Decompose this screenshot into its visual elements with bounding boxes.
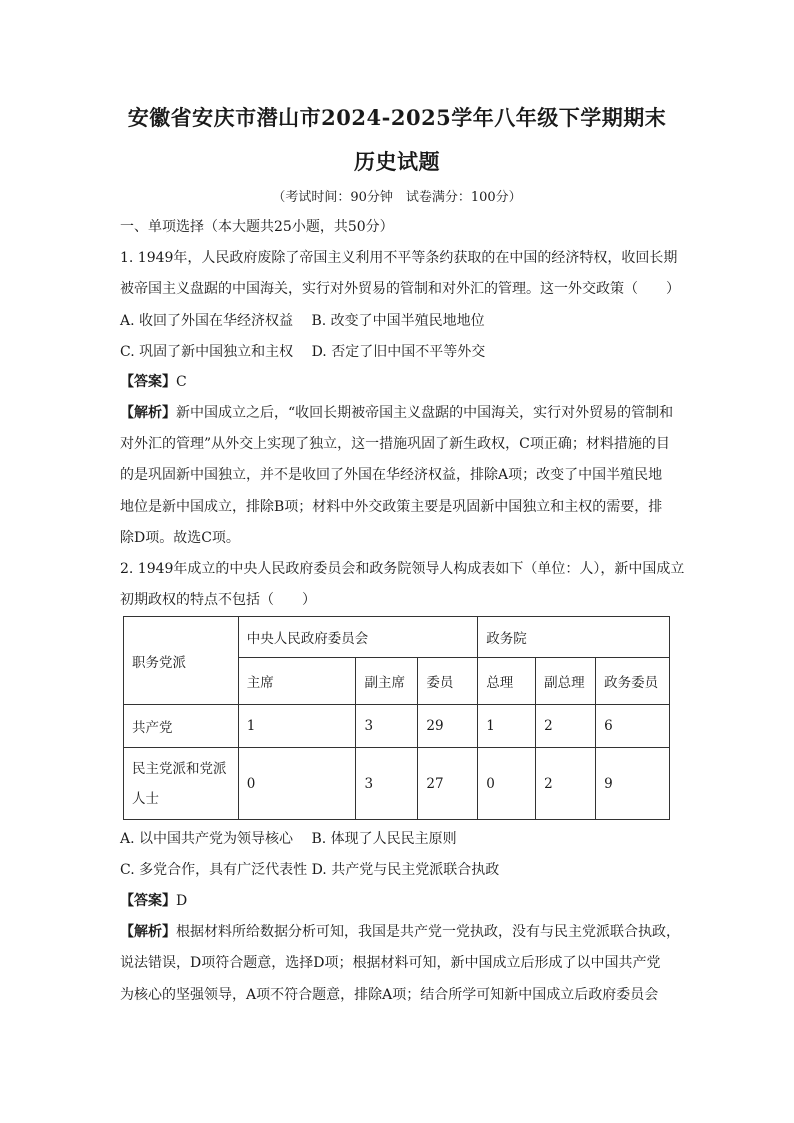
q1-stem-line-2: 被帝国主义盘踞的中国海关，实行对外贸易的管制和对外汇的管理。这一外交政策（ ） <box>120 281 680 297</box>
table-subheader: 政务委员 <box>596 658 670 705</box>
table-subheader: 总理 <box>478 658 536 705</box>
table-cell: 27 <box>418 748 478 820</box>
table-cell: 2 <box>536 748 596 820</box>
table-cell: 1 <box>238 705 356 748</box>
table-cell: 1 <box>478 705 536 748</box>
analysis-label: 【解析】 <box>120 924 176 940</box>
q1-analysis-line-5: 除D项。故选C项。 <box>120 530 240 546</box>
leadership-composition-table <box>123 616 670 820</box>
q2-stem-line-2: 初期政权的特点不包括（ ） <box>120 592 316 608</box>
answer-value: C <box>176 374 187 390</box>
table-row <box>124 748 670 820</box>
row-label-line: 人士 <box>132 790 159 807</box>
analysis-label: 【解析】 <box>120 405 176 421</box>
answer-value: D <box>176 893 188 909</box>
answer-label: 【答案】 <box>120 893 176 909</box>
q2-answer <box>120 891 680 911</box>
row-label-line: 民主党派和党派 <box>132 760 227 777</box>
q1-analysis-line-4: 地位是新中国成立，排除B项；材料中外交政策主要是巩固新中国独立和主权的需要，排 <box>120 499 663 515</box>
exam-info: （考试时间：90分钟 试卷满分：100分） <box>272 190 522 205</box>
q2-stem-line-1: 2. 1949年成立的中央人民政府委员会和政务院领导人构成表如下（单位：人），新中国成立 <box>120 561 685 577</box>
q1-stem-line-1: 1. 1949年，人民政府废除了帝国主义利用不平等条约获取的在中国的经济特权，收回长期 <box>120 250 678 266</box>
q1-answer <box>120 372 680 392</box>
exam-subject-title: 历史试题 <box>354 149 440 174</box>
analysis-text: 新中国成立之后，“收回长期被帝国主义盘踞的中国海关，实行对外贸易的管制和 <box>176 405 674 421</box>
table-group-header: 政务院 <box>478 617 670 658</box>
table-header-row <box>124 617 670 658</box>
table-cell: 3 <box>356 748 418 820</box>
answer-label: 【答案】 <box>120 374 176 390</box>
table-cell: 3 <box>356 705 418 748</box>
q2-analysis-line-1 <box>120 922 680 942</box>
exam-title: 安徽省安庆市潜山市2024-2025学年八年级下学期期末 <box>127 105 667 130</box>
q2-options-ab: A. 以中国共产党为领导核心 B. 体现了人民民主原则 <box>120 831 457 847</box>
table-corner-cell: 职务党派 <box>124 617 239 705</box>
q2-analysis-line-2: 说法错误，D项符合题意，选择D项；根据材料可知，新中国成立后形成了以中国共产党 <box>120 955 661 971</box>
q2-options-cd: C. 多党合作，具有广泛代表性 D. 共产党与民主党派联合执政 <box>120 862 500 878</box>
table-cell: 6 <box>596 705 670 748</box>
table-subheader: 委员 <box>418 658 478 705</box>
q2-analysis-line-3: 为核心的坚强领导，A项不符合题意，排除A项；结合所学可知新中国成立后政府委员会 <box>120 987 659 1003</box>
analysis-text: 根据材料所给数据分析可知，我国是共产党一党执政，没有与民主党派联合执政， <box>176 924 680 940</box>
q1-analysis-line-1 <box>120 403 680 423</box>
section-heading: 一、单项选择（本大题共25小题，共50分） <box>120 219 394 235</box>
table-subheader: 主席 <box>238 658 356 705</box>
table-row-label: 共产党 <box>124 705 239 748</box>
table-cell: 0 <box>238 748 356 820</box>
table-cell: 29 <box>418 705 478 748</box>
table-cell: 2 <box>536 705 596 748</box>
table-group-header: 中央人民政府委员会 <box>238 617 478 658</box>
table-row <box>124 705 670 748</box>
table-subheader: 副主席 <box>356 658 418 705</box>
table-subheader: 副总理 <box>536 658 596 705</box>
table-cell: 9 <box>596 748 670 820</box>
q1-options-ab: A. 收回了外国在华经济权益 B. 改变了中国半殖民地地位 <box>120 313 485 329</box>
q1-analysis-line-3: 的是巩固新中国独立，并不是收回了外国在华经济权益，排除A项；改变了中国半殖民地 <box>120 467 663 483</box>
q1-analysis-line-2: 对外汇的管理”从外交上实现了独立，这一措施巩固了新生政权，C项正确；材料措施的目 <box>120 436 670 452</box>
table-row-label <box>124 748 239 820</box>
table-cell: 0 <box>478 748 536 820</box>
q1-options-cd: C. 巩固了新中国独立和主权 D. 否定了旧中国不平等外交 <box>120 344 486 360</box>
